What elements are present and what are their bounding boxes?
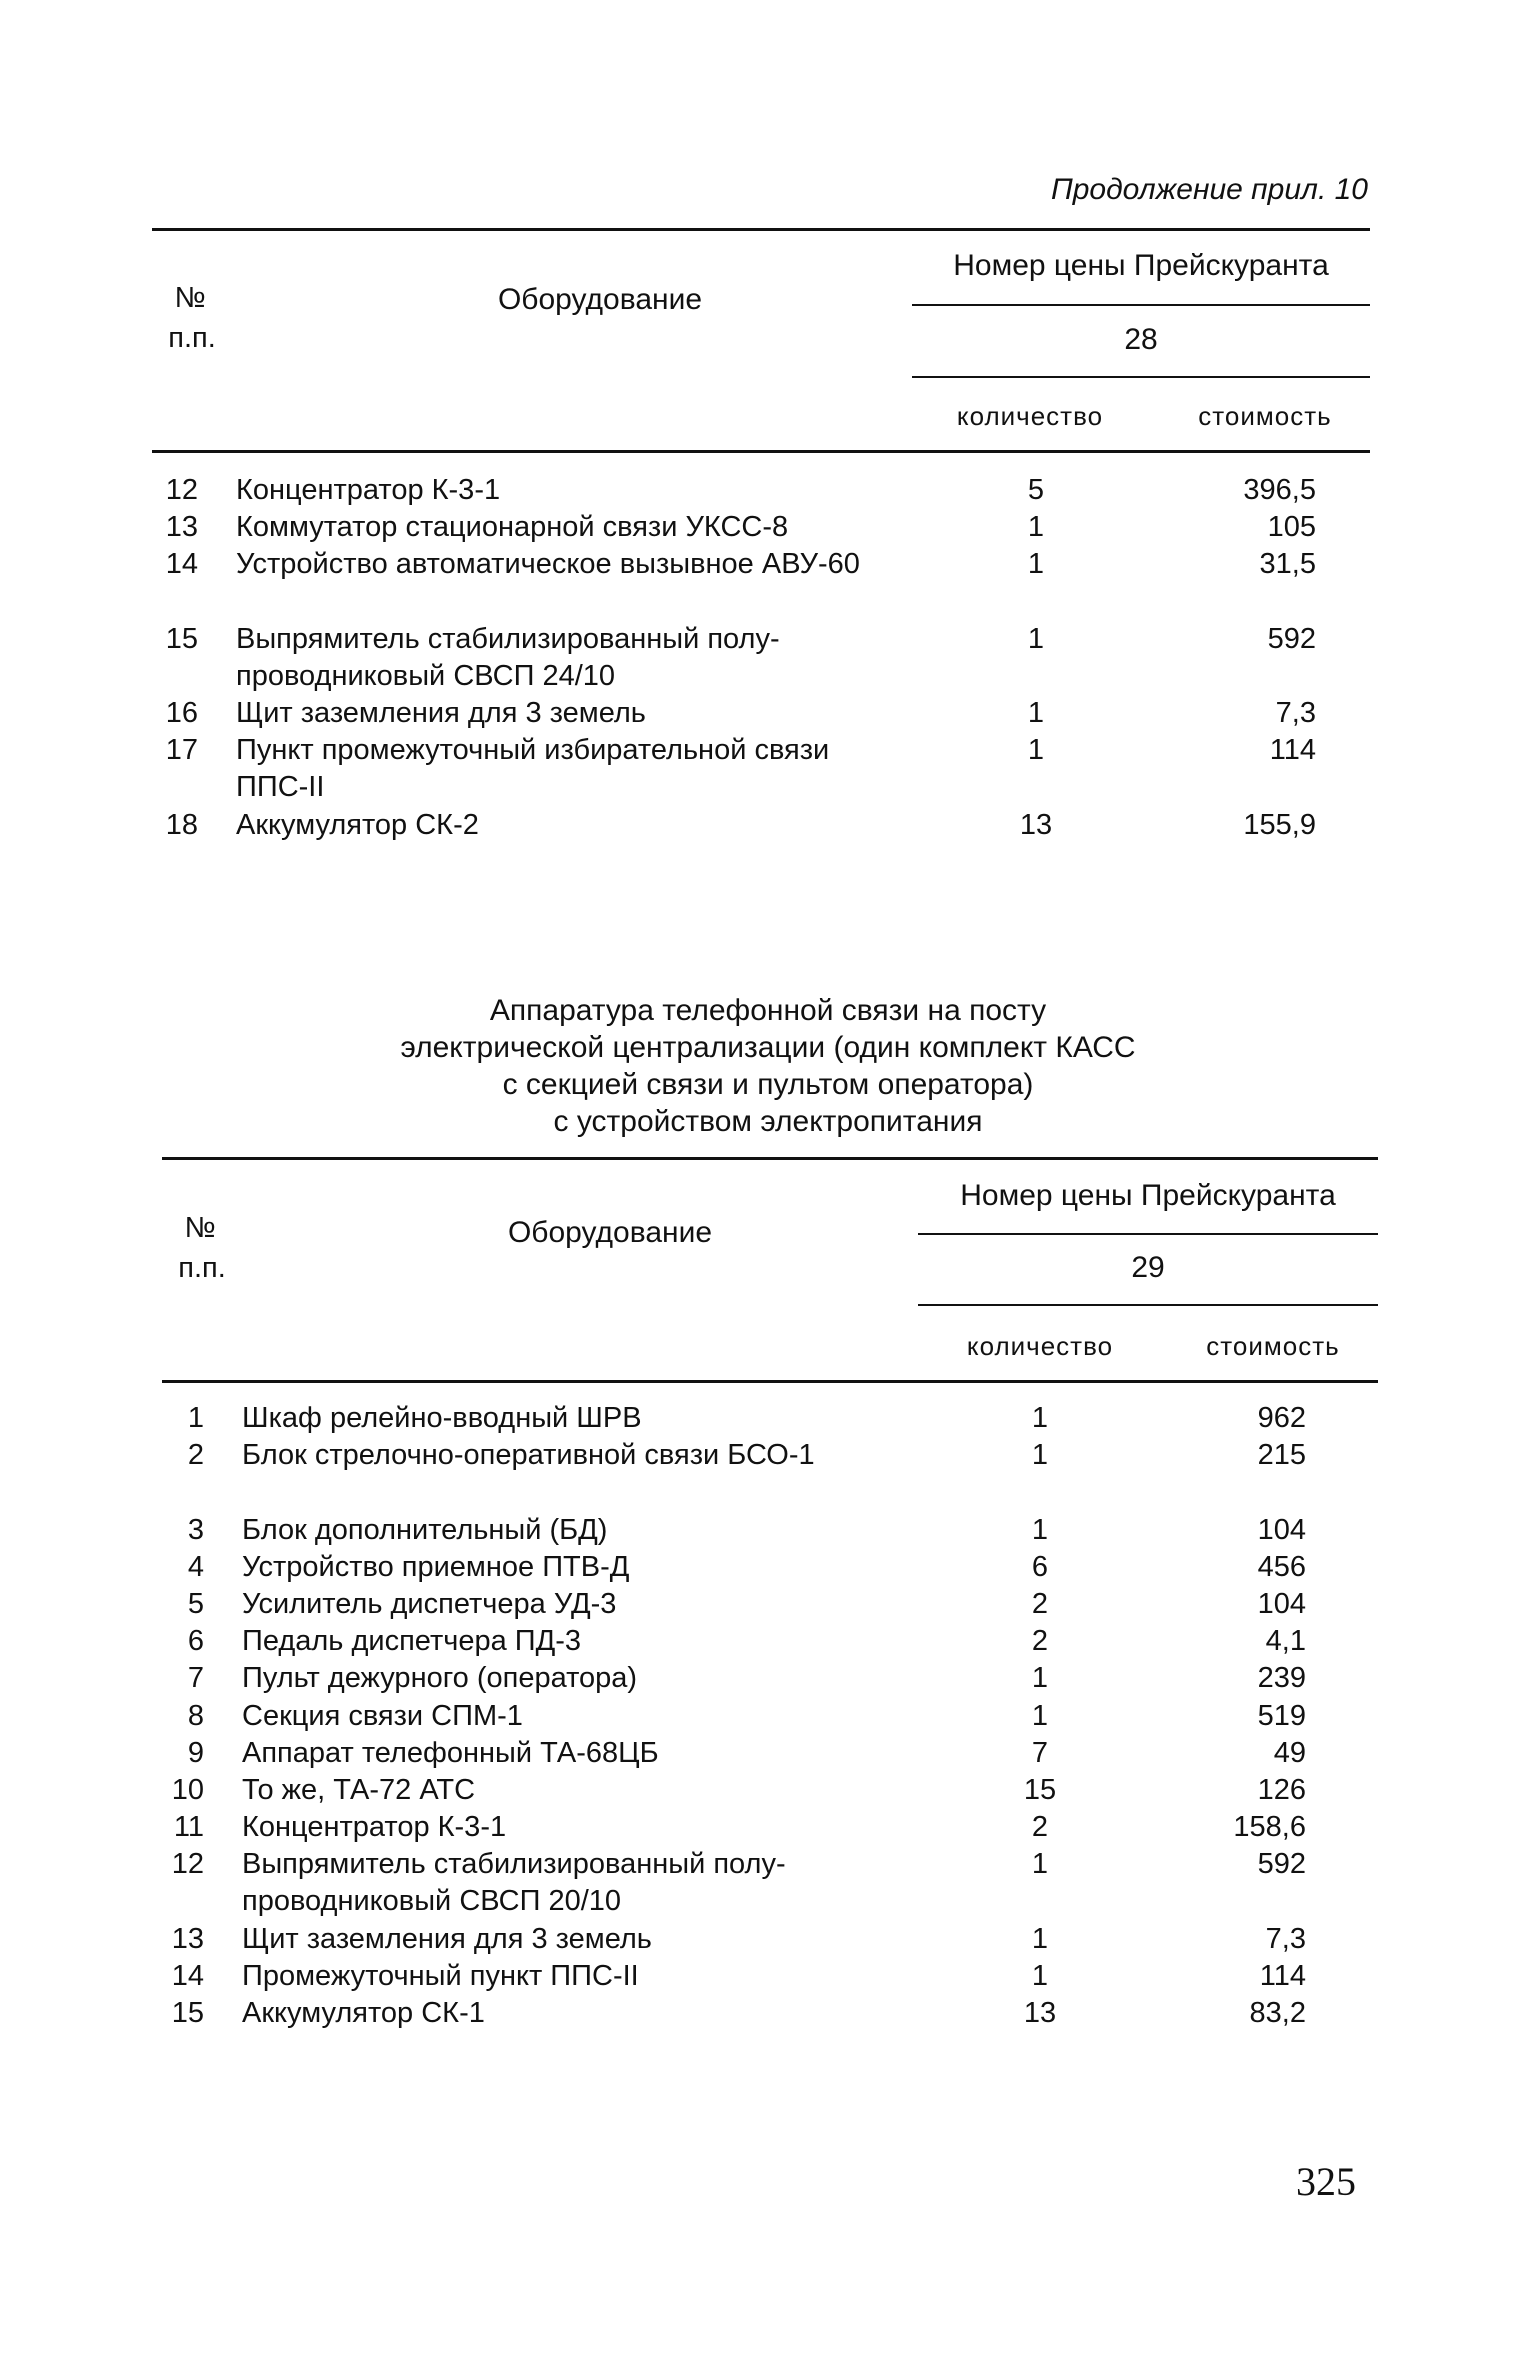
row-number: 11 xyxy=(173,1811,204,1844)
quantity: 1 xyxy=(1031,1513,1049,1546)
equipment-name: Промежуточный пункт ППС-II xyxy=(242,1960,639,1992)
row-number: 5 xyxy=(187,1588,204,1620)
row-number: 16 xyxy=(165,697,198,730)
table-1-col-cost: стоимость xyxy=(1198,401,1332,431)
equipment-name: Шкаф релейно-вводный ШРВ xyxy=(242,1402,642,1434)
cost: 239 xyxy=(1257,1662,1306,1695)
table-1-top-rule xyxy=(152,228,1370,231)
equipment-name: Пункт промежуточный избирательной связи ППС-II xyxy=(236,734,830,804)
row-number: 9 xyxy=(187,1736,204,1769)
cost: 105 xyxy=(1267,511,1316,544)
equipment-name: Усилитель диспетчера УД-3 xyxy=(242,1588,617,1620)
cost: 158,6 xyxy=(1233,1811,1306,1844)
row-number: 6 xyxy=(187,1625,204,1658)
quantity: 1 xyxy=(1031,1960,1049,1992)
equipment-name: То же, ТА-72 АТС xyxy=(242,1774,476,1806)
quantity: 1 xyxy=(1027,622,1045,655)
quantity: 6 xyxy=(1031,1550,1049,1583)
cost: 7,3 xyxy=(1265,1922,1306,1955)
table-1-header-rule xyxy=(152,450,1370,453)
equipment-name: Выпрямитель стабилизированный полу-проводниковый СВСП 24/10 xyxy=(236,622,780,692)
quantity: 1 xyxy=(1027,734,1045,767)
quantity: 2 xyxy=(1031,1625,1049,1658)
page-number: 325 xyxy=(1296,2159,1356,2204)
row-number: 14 xyxy=(171,1960,204,1992)
table-1-price-header: Номер цены Прейскуранта xyxy=(953,249,1329,282)
row-number: 12 xyxy=(171,1848,204,1881)
cost: 49 xyxy=(1273,1736,1306,1769)
cost: 126 xyxy=(1257,1774,1306,1806)
cost: 962 xyxy=(1257,1402,1306,1434)
equipment-name: Концентратор К-3-1 xyxy=(242,1811,507,1844)
row-number: 4 xyxy=(187,1550,204,1583)
quantity: 7 xyxy=(1031,1736,1049,1769)
cost: 592 xyxy=(1267,622,1316,655)
row-number: 17 xyxy=(165,734,198,767)
equipment-name: Концентратор К-3-1 xyxy=(236,474,501,506)
quantity: 1 xyxy=(1031,1439,1049,1472)
equipment-name: Щит заземления для 3 земель xyxy=(242,1922,652,1955)
table-2-col-cost: стоимость xyxy=(1206,1331,1340,1361)
row-number: 13 xyxy=(171,1922,204,1955)
equipment-name: Аккумулятор СК-2 xyxy=(236,808,479,841)
cost: 215 xyxy=(1257,1439,1306,1472)
quantity: 1 xyxy=(1027,511,1045,544)
table-2-col-equipment: Оборудование xyxy=(507,1216,713,1249)
quantity: 1 xyxy=(1027,697,1045,730)
equipment-name: Блок стрелочно-оперативной связи БСО-1 xyxy=(242,1439,815,1472)
table-1-col-no-line2: п.п. xyxy=(168,322,216,354)
cost: 104 xyxy=(1257,1588,1306,1620)
row-number: 10 xyxy=(171,1774,204,1806)
table-2-price-header: Номер цены Прейскуранта xyxy=(960,1179,1336,1212)
row-number: 15 xyxy=(171,1997,204,2030)
equipment-name: Устройство приемное ПТВ-Д xyxy=(242,1550,630,1583)
cost: 396,5 xyxy=(1243,474,1316,506)
row-number: 18 xyxy=(165,808,198,841)
cost: 114 xyxy=(1269,734,1316,767)
row-number: 15 xyxy=(165,622,198,655)
equipment-name: Аккумулятор СК-1 xyxy=(242,1997,485,2030)
quantity: 15 xyxy=(1023,1774,1057,1806)
cost: 155,9 xyxy=(1243,808,1316,841)
quantity: 13 xyxy=(1019,808,1053,841)
row-number: 13 xyxy=(165,511,198,544)
table-1-price-rule xyxy=(912,304,1370,306)
running-header: Продолжение прил. 10 xyxy=(1050,173,1368,206)
cost: 519 xyxy=(1257,1699,1306,1732)
quantity: 1 xyxy=(1027,548,1045,581)
cost: 456 xyxy=(1257,1550,1306,1583)
equipment-name: Коммутатор стационарной связи УКСС-8 xyxy=(236,511,789,544)
table-1-col-no-line1: № xyxy=(174,282,206,314)
cost: 104 xyxy=(1257,1513,1306,1546)
quantity: 2 xyxy=(1031,1811,1049,1844)
table-1-price-number: 28 xyxy=(1124,323,1158,356)
equipment-name: Аппарат телефонный ТА-68ЦБ xyxy=(242,1736,659,1769)
cost: 592 xyxy=(1257,1848,1306,1881)
table-2-col-no-line1: № xyxy=(184,1212,216,1244)
table-2-subhead-rule xyxy=(918,1304,1378,1306)
table-1-col-equipment: Оборудование xyxy=(497,283,703,316)
equipment-name: Устройство автоматическое вызывное АВУ-60 xyxy=(236,548,860,581)
table-2-top-rule xyxy=(162,1157,1378,1160)
quantity: 5 xyxy=(1027,474,1045,506)
equipment-name: Щит заземления для 3 земель xyxy=(236,697,646,730)
cost: 7,3 xyxy=(1275,697,1316,730)
row-number: 14 xyxy=(165,548,198,581)
quantity: 1 xyxy=(1031,1662,1049,1695)
row-number: 3 xyxy=(187,1513,204,1546)
equipment-name: Блок дополнительный (БД) xyxy=(242,1513,608,1546)
section-caption-line: электрической централизации (один комплект КАСС xyxy=(400,1031,1136,1064)
row-number: 12 xyxy=(165,474,198,506)
equipment-name: Выпрямитель стабилизированный полу-проводниковый СВСП 20/10 xyxy=(242,1848,786,1918)
equipment-name: Пульт дежурного (оператора) xyxy=(242,1662,638,1695)
section-caption-line: Аппаратура телефонной связи на посту xyxy=(489,994,1047,1027)
row-number: 1 xyxy=(187,1402,204,1434)
table-1-subhead-rule xyxy=(912,376,1370,378)
table-2-price-rule xyxy=(918,1233,1378,1235)
table-2-col-quantity: количество xyxy=(966,1331,1114,1361)
cost: 31,5 xyxy=(1259,548,1316,581)
quantity: 13 xyxy=(1023,1997,1057,2030)
quantity: 1 xyxy=(1031,1848,1049,1881)
cost: 114 xyxy=(1259,1960,1306,1992)
equipment-name: Секция связи СПМ-1 xyxy=(242,1699,523,1732)
table-1-col-quantity: количество xyxy=(956,401,1104,431)
cost: 4,1 xyxy=(1265,1625,1306,1658)
table-2-header-rule xyxy=(162,1380,1378,1383)
quantity: 1 xyxy=(1031,1699,1049,1732)
cost: 83,2 xyxy=(1249,1997,1306,2030)
row-number: 8 xyxy=(187,1699,204,1732)
table-2-col-no-line2: п.п. xyxy=(178,1252,226,1284)
section-caption-line: с устройством электропитания xyxy=(553,1105,983,1138)
row-number: 7 xyxy=(187,1662,204,1695)
quantity: 1 xyxy=(1031,1402,1049,1434)
quantity: 2 xyxy=(1031,1588,1049,1620)
row-number: 2 xyxy=(187,1439,204,1472)
quantity: 1 xyxy=(1031,1922,1049,1955)
equipment-name: Педаль диспетчера ПД-3 xyxy=(242,1625,582,1658)
section-caption-line: с секцией связи и пультом оператора) xyxy=(502,1068,1034,1101)
table-2-price-number: 29 xyxy=(1131,1251,1165,1284)
